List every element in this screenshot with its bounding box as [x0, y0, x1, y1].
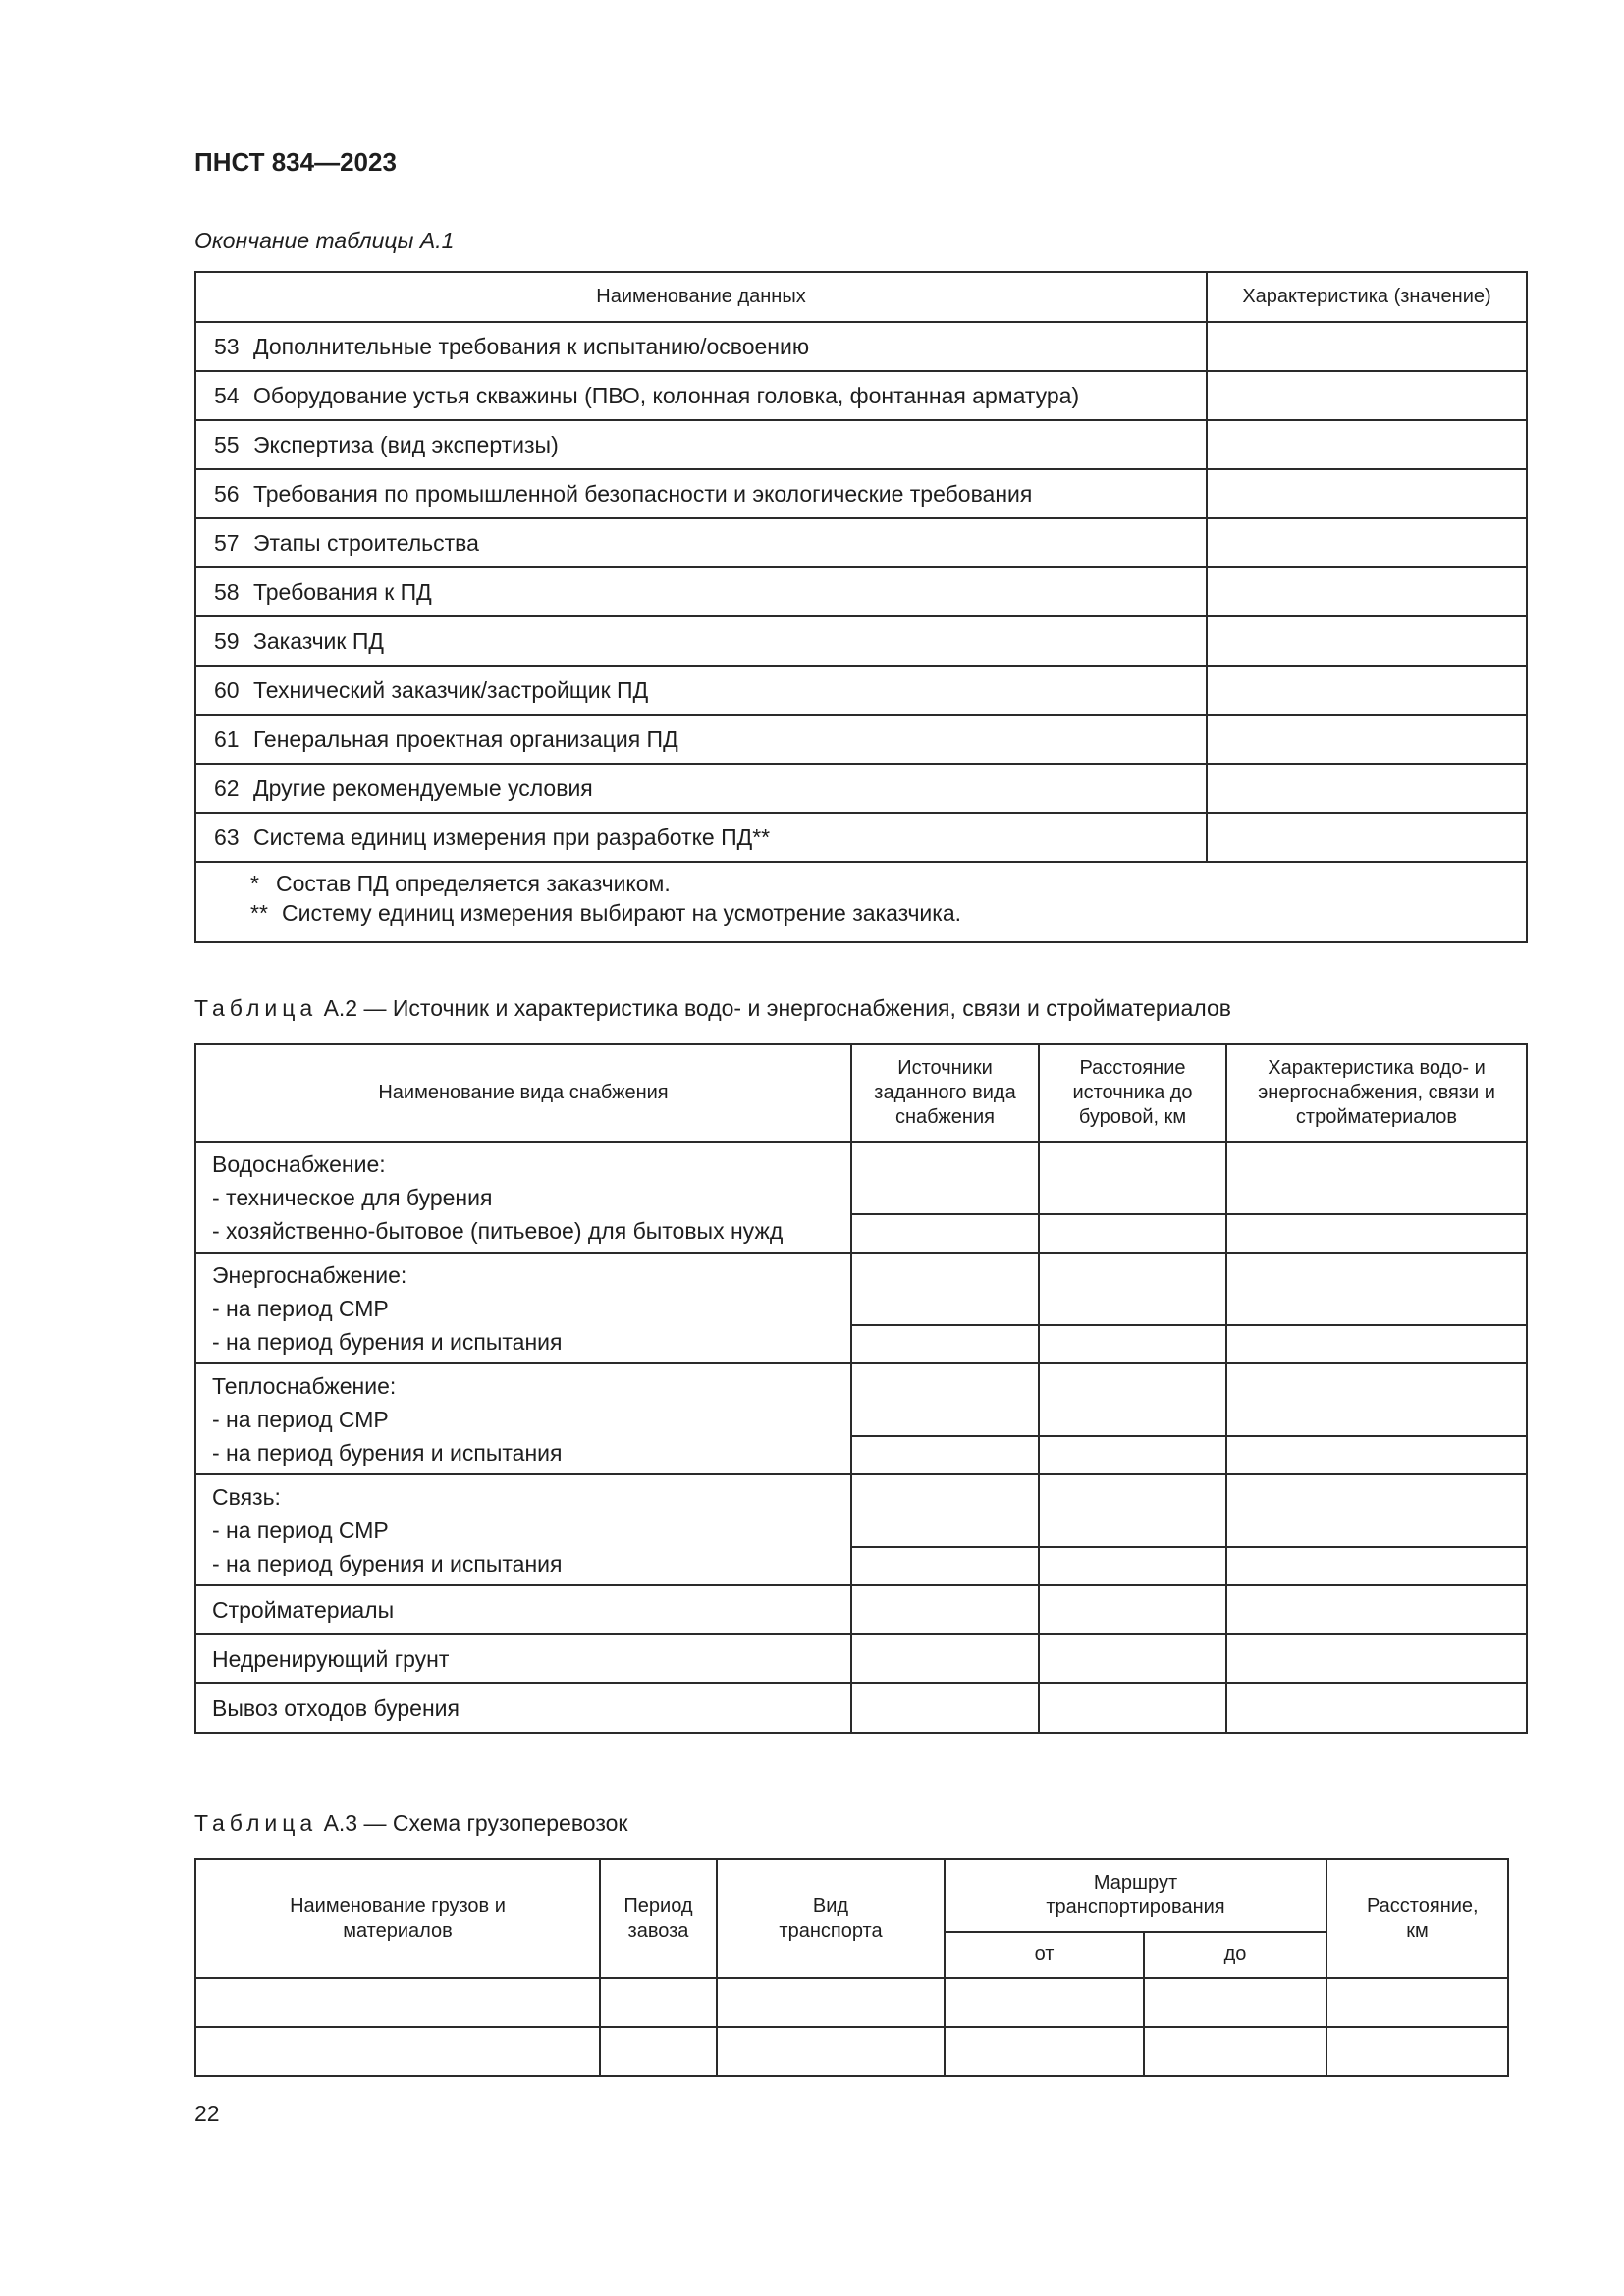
value-cell	[1039, 1436, 1226, 1474]
value-cell	[851, 1325, 1039, 1363]
row-label: Этапы строительства	[253, 529, 479, 556]
group-title: Водоснабжение:	[212, 1150, 386, 1177]
value-cell	[851, 1253, 1039, 1325]
column-header: до	[1144, 1932, 1326, 1978]
row-label: Система единиц измерения при разработке ПД**	[253, 824, 771, 850]
table-row	[195, 1978, 1508, 2027]
table-row	[195, 322, 1527, 371]
value-cell	[1226, 1585, 1527, 1634]
column-header: Характеристика водо- и энергоснабжения, связи и стройматериалов	[1226, 1044, 1527, 1142]
column-header: Характеристика (значение)	[1207, 272, 1527, 322]
data-name-cell	[195, 715, 1207, 764]
row-number: 60	[214, 676, 240, 703]
group-item: - хозяйственно-бытовое (питьевое) для бытовых нужд	[212, 1217, 784, 1244]
value-cell	[1039, 1634, 1226, 1683]
row-label: Генеральная проектная организация ПД	[253, 725, 678, 752]
value-cell	[1039, 1325, 1226, 1363]
supply-type-cell: Вывоз отходов бурения	[195, 1683, 851, 1733]
row-number: 58	[214, 578, 240, 605]
column-header: Наименование вида снабжения	[195, 1044, 851, 1142]
data-name-cell	[195, 567, 1207, 616]
column-header: Расстояние источника до буровой, км	[1039, 1044, 1226, 1142]
value-cell	[1207, 616, 1527, 666]
table-a1	[194, 271, 1528, 943]
row-number: 62	[214, 774, 240, 801]
table-row	[195, 1142, 1527, 1214]
value-cell	[1226, 1683, 1527, 1733]
data-name-cell	[195, 322, 1207, 371]
column-header: Источники заданного вида снабжения	[851, 1044, 1039, 1142]
column-header: Вид транспорта	[717, 1859, 945, 1978]
value-cell	[1207, 322, 1527, 371]
table-row	[195, 715, 1527, 764]
value-cell	[1039, 1683, 1226, 1733]
row-label: Заказчик ПД	[253, 627, 384, 654]
value-cell	[1226, 1474, 1527, 1547]
data-name-cell	[195, 813, 1207, 862]
column-header: Расстояние, км	[1326, 1859, 1508, 1978]
value-cell	[1207, 764, 1527, 813]
data-name-cell	[195, 469, 1207, 518]
value-cell	[851, 1436, 1039, 1474]
value-cell	[1039, 1363, 1226, 1436]
value-cell	[1226, 1634, 1527, 1683]
value-cell	[1207, 371, 1527, 420]
group-title: Связь:	[212, 1483, 281, 1510]
table-row	[195, 764, 1527, 813]
row-number: 63	[214, 824, 240, 850]
value-cell	[1226, 1547, 1527, 1585]
value-cell	[1226, 1214, 1527, 1253]
supply-type-cell: Недренирующий грунт	[195, 1634, 851, 1683]
column-header: Наименование грузов и материалов	[195, 1859, 600, 1978]
table-row	[195, 1363, 1527, 1436]
value-cell	[1226, 1253, 1527, 1325]
value-cell	[1207, 518, 1527, 567]
value-cell	[1207, 813, 1527, 862]
table-row	[195, 666, 1527, 715]
supply-type-cell	[195, 1363, 851, 1474]
value-cell	[851, 1634, 1039, 1683]
row-number: 55	[214, 431, 240, 457]
row-label: Дополнительные требования к испытанию/освоению	[253, 333, 810, 359]
value-cell	[851, 1547, 1039, 1585]
column-header: от	[945, 1932, 1144, 1978]
group-item: - на период бурения и испытания	[212, 1550, 563, 1576]
supply-type-cell	[195, 1142, 851, 1253]
table-row	[195, 2027, 1508, 2076]
table-row	[195, 1474, 1527, 1547]
table-row	[195, 813, 1527, 862]
value-cell	[1207, 666, 1527, 715]
table-row	[195, 1253, 1527, 1325]
table-a2	[194, 1043, 1528, 1734]
table-row	[195, 1634, 1527, 1683]
table-row	[195, 1683, 1527, 1733]
value-cell	[851, 1474, 1039, 1547]
value-cell	[1207, 567, 1527, 616]
value-cell	[1207, 715, 1527, 764]
document-code: ПНСТ 834—2023	[194, 147, 397, 177]
page-number: 22	[194, 2101, 220, 2126]
group-item: - на период СМР	[212, 1295, 389, 1321]
column-header: Маршрут транспортирования	[945, 1859, 1326, 1932]
group-item: - на период СМР	[212, 1517, 389, 1543]
data-name-cell	[195, 616, 1207, 666]
row-label: Оборудование устья скважины (ПВО, колонная головка, фонтанная арматура)	[253, 382, 1080, 408]
value-cell	[1039, 1253, 1226, 1325]
row-label: Требования к ПД	[253, 578, 432, 605]
value-cell	[1039, 1474, 1226, 1547]
group-title: Теплоснабжение:	[212, 1372, 397, 1399]
table-row	[195, 1585, 1527, 1634]
row-label: Технический заказчик/застройщик ПД	[253, 676, 649, 703]
value-cell	[1039, 1585, 1226, 1634]
value-cell	[851, 1142, 1039, 1214]
value-cell	[1207, 469, 1527, 518]
value-cell	[851, 1363, 1039, 1436]
value-cell	[851, 1683, 1039, 1733]
value-cell	[1226, 1142, 1527, 1214]
value-cell	[1039, 1142, 1226, 1214]
supply-type-cell: Стройматериалы	[195, 1585, 851, 1634]
table-row	[195, 518, 1527, 567]
row-number: 53	[214, 333, 240, 359]
value-cell	[851, 1585, 1039, 1634]
value-cell	[1226, 1436, 1527, 1474]
table-a1-continuation-title: Окончание таблицы А.1	[194, 228, 455, 253]
row-number: 61	[214, 725, 240, 752]
supply-type-cell	[195, 1253, 851, 1363]
group-item: - на период бурения и испытания	[212, 1439, 563, 1466]
row-label: Другие рекомендуемые условия	[253, 774, 593, 801]
value-cell	[1039, 1214, 1226, 1253]
table-row	[195, 371, 1527, 420]
row-number: 56	[214, 480, 240, 507]
table-a2-caption: Таблица А.2 — Источник и характеристика водо- и энергоснабжения, связи и стройматериалов	[194, 995, 1231, 1021]
data-name-cell	[195, 518, 1207, 567]
column-header: Период завоза	[600, 1859, 717, 1978]
row-label: Требования по промышленной безопасности и экологические требования	[253, 480, 1033, 507]
column-header: Наименование данных	[195, 272, 1207, 322]
supply-type-cell	[195, 1474, 851, 1585]
data-name-cell	[195, 371, 1207, 420]
value-cell	[1207, 420, 1527, 469]
data-name-cell	[195, 420, 1207, 469]
group-title: Энергоснабжение:	[212, 1261, 407, 1288]
data-name-cell	[195, 666, 1207, 715]
row-number: 57	[214, 529, 240, 556]
table-a3-caption: Таблица А.3 — Схема грузоперевозок	[194, 1810, 628, 1836]
value-cell	[1226, 1363, 1527, 1436]
table-row	[195, 616, 1527, 666]
value-cell	[851, 1214, 1039, 1253]
table-row	[195, 420, 1527, 469]
value-cell	[1226, 1325, 1527, 1363]
data-name-cell	[195, 764, 1207, 813]
table-row	[195, 469, 1527, 518]
row-number: 59	[214, 627, 240, 654]
footnote: * Состав ПД определяется заказчиком.	[250, 871, 671, 896]
row-label: Экспертиза (вид экспертизы)	[253, 431, 559, 457]
group-item: - на период бурения и испытания	[212, 1328, 563, 1355]
table-footnotes	[195, 862, 1527, 942]
row-number: 54	[214, 382, 240, 408]
table-a3	[194, 1858, 1509, 2077]
value-cell	[1039, 1547, 1226, 1585]
table-row	[195, 567, 1527, 616]
group-item: - на период СМР	[212, 1406, 389, 1432]
footnote: ** Систему единиц измерения выбирают на усмотрение заказчика.	[250, 900, 962, 926]
group-item: - техническое для бурения	[212, 1184, 493, 1210]
